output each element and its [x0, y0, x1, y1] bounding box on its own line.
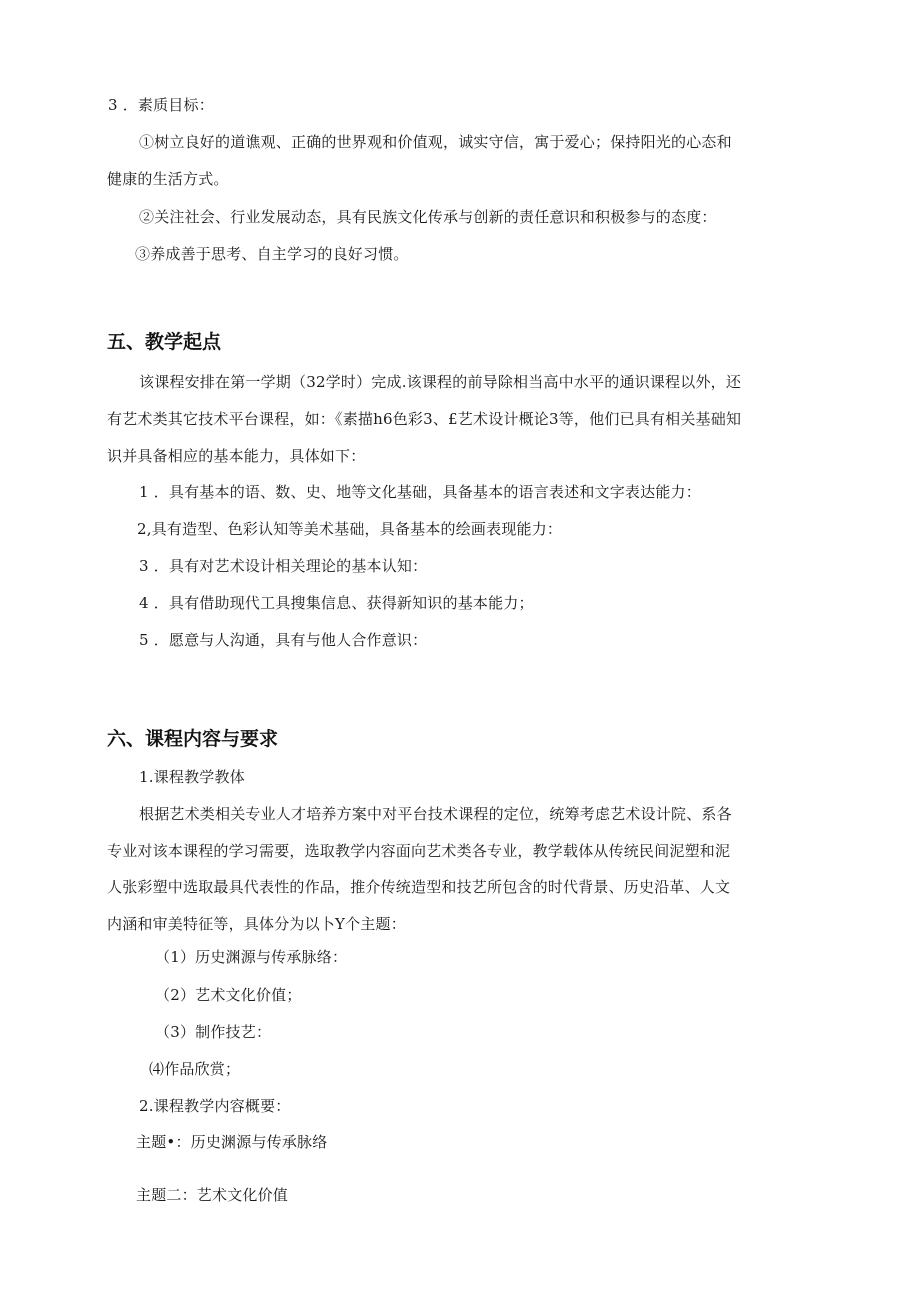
section-6-subheading-1: 1.课程教学教体 — [139, 768, 245, 786]
topic-line: 主题二：艺术文化价值 — [136, 1186, 289, 1204]
list-item: 4 ．具有借助现代工具搜集信息、获得新知识的基本能力； — [139, 594, 534, 612]
section-5-paragraph-line-1: 该课程安排在第一学期（32学时）完成.该课程的前导除相当高中水平的通识课程以外，还 — [139, 373, 742, 391]
section-6-heading: 六、课程内容与要求 — [107, 728, 279, 750]
section-6-subheading-2: 2.课程教学内容概要： — [139, 1097, 291, 1115]
list-item: 5 ．愿意与人沟通，具有与他人合作意识： — [139, 631, 428, 649]
theme-item: （3）制作技艺： — [155, 1023, 272, 1041]
quality-goal-item-2: ②关注社会、行业发展动态，具有民族文化传承与创新的责任意识和积极参与的态度： — [139, 208, 717, 226]
list-item: 2,具有造型、色彩认知等美术基础，具备基本的绘画表现能力： — [137, 520, 563, 538]
section-5-paragraph-line-2: 有艺术类其它技术平台课程，如：《素描h6色彩3、£艺术设计概论3等，他们已具有相关基础知 — [107, 410, 742, 428]
section-5-heading: 五、教学起点 — [107, 331, 222, 353]
section-6-paragraph-line-3: 人张彩塑中选取最具代表性的作品，推介传统造型和技艺所包含的时代背景、历史沿革、人文 — [107, 878, 731, 896]
quality-goals-title: 3 ．素质目标： — [108, 96, 214, 114]
theme-item: （2）艺术文化价值； — [155, 986, 302, 1004]
quality-goal-item-3: ③养成善于思考、自主学习的良好习惯。 — [135, 245, 409, 263]
section-6-paragraph-line-2: 专业对该本课程的学习需要，选取教学内容面向艺术类各专业，教学载体从传统民间泥塑和泥 — [107, 842, 731, 860]
theme-item: ⑷作品欣赏； — [149, 1060, 241, 1078]
section-6-paragraph-line-1: 根据艺术类相关专业人才培养方案中对平台技术课程的定位，统筹考虑艺术设计院、系各 — [139, 805, 732, 823]
list-item: 1 ．具有基本的语、数、史、地等文化基础，具备基本的语言表述和文字表达能力： — [139, 483, 701, 501]
list-item: 3 ．具有对艺术设计相关理论的基本认知： — [139, 557, 428, 575]
topic-line: 主题•：历史渊源与传承脉络 — [136, 1133, 328, 1151]
section-6-paragraph-line-4: 内涵和审美特征等，具体分为以卜Y个主题： — [107, 915, 406, 933]
quality-goal-item-1: ①树立良好的道谯观、正确的世界观和价值观，诚实守信，寓于爱心；保持阳光的心态和 — [139, 133, 732, 151]
quality-goal-item-1-cont: 健康的生活方式。 — [107, 170, 229, 188]
section-5-paragraph-line-3: 识并具备相应的基本能力，具体如下： — [107, 447, 366, 465]
theme-item: （1）历史渊源与传承脉络： — [155, 948, 348, 966]
